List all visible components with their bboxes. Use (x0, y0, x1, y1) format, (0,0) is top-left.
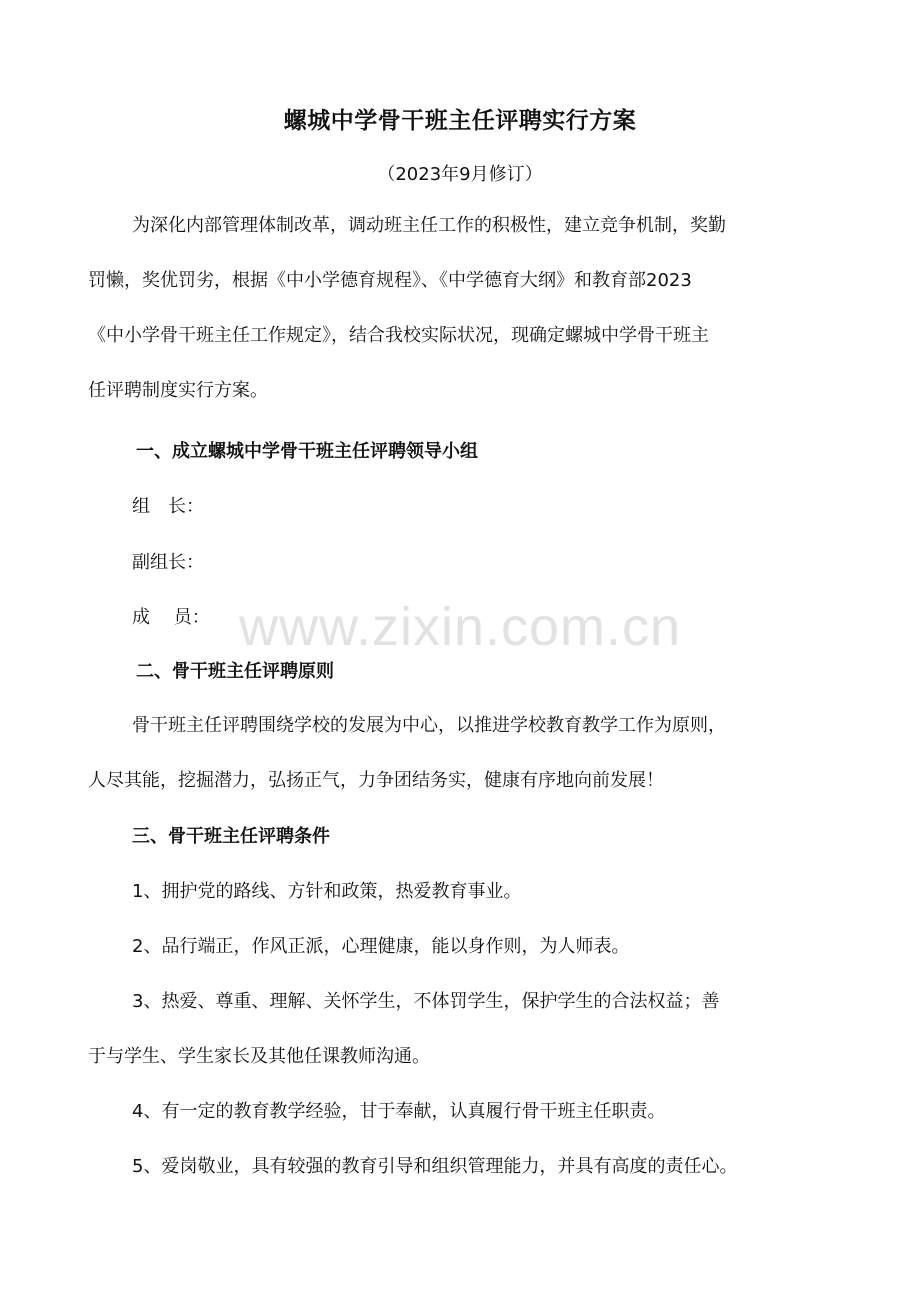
deputy-leader-field: 副组长： (132, 552, 204, 573)
condition-item-3-line-1: 3、热爱、尊重、理解、关怀学生，不体罚学生，保护学生的合法权益；善 (132, 991, 720, 1012)
leader-field: 组 长： (132, 496, 204, 517)
document-subtitle: （2023年9月修订） (377, 164, 543, 185)
principle-line-1: 骨干班主任评聘围绕学校的发展为中心，以推进学校教育教学工作为原则， (132, 715, 726, 736)
condition-item-3-line-2: 于与学生、学生家长及其他任课教师沟通。 (88, 1046, 430, 1067)
condition-item-5: 5、爱岗敬业，具有较强的教育引导和组织管理能力，并具有高度的责任心。 (132, 1156, 738, 1177)
members-field: 成 员： (132, 607, 210, 628)
condition-item-2: 2、品行端正，作风正派，心理健康，能以身作则，为人师表。 (132, 936, 630, 957)
principle-line-2: 人尽其能，挖掘潜力，弘扬正气，力争团结务实，健康有序地向前发展！ (88, 770, 664, 791)
document-title: 螺城中学骨干班主任评聘实行方案 (283, 108, 637, 134)
intro-line-1: 为深化内部管理体制改革，调动班主任工作的积极性，建立竞争机制，奖勤 (132, 215, 726, 236)
section-1-heading: 一、成立螺城中学骨干班主任评聘领导小组 (136, 441, 478, 462)
condition-item-1: 1、拥护党的路线、方针和政策，热爱教育事业。 (132, 881, 522, 902)
section-3-heading: 三、骨干班主任评聘条件 (132, 826, 330, 847)
section-2-paragraph (88, 698, 833, 808)
condition-item-4: 4、有一定的教育教学经验，甘于奉献，认真履行骨干班主任职责。 (132, 1101, 666, 1122)
intro-line-3: 《中小学骨干班主任工作规定》，结合我校实际状况，现确定螺城中学骨干班主 (88, 325, 709, 346)
section-2-heading: 二、骨干班主任评聘原则 (136, 661, 334, 682)
intro-line-4: 任评聘制度实行方案。 (88, 380, 268, 401)
watermark: www.zixin.com.cn (238, 597, 682, 657)
intro-paragraph (88, 198, 833, 418)
intro-line-2: 罚懒，奖优罚劣，根据《中小学德育规程》、《中学德育大纲》和教育部2023 (88, 270, 692, 291)
